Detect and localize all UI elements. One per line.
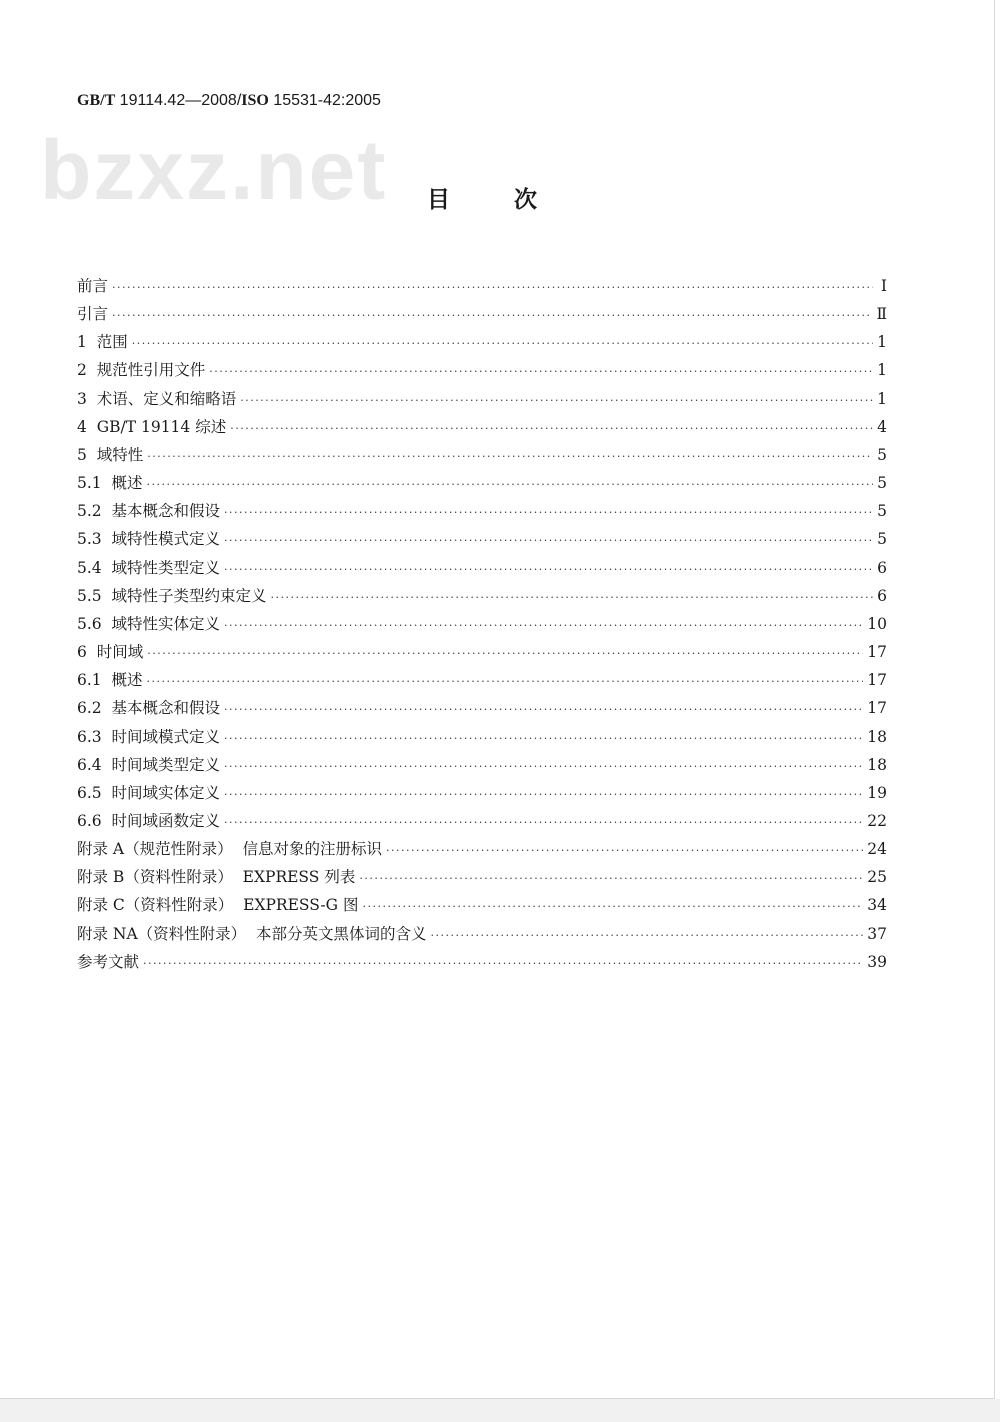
toc-entry-label: 5.6 域特性实体定义 <box>77 614 221 633</box>
dot-leader <box>112 302 872 330</box>
toc-entry-page: 25 <box>867 868 887 887</box>
dot-leader <box>147 471 873 499</box>
dot-leader <box>271 584 873 612</box>
toc-entry[interactable] <box>77 497 887 525</box>
toc-entry-page: Ⅰ <box>880 277 887 295</box>
dot-leader <box>209 358 873 386</box>
toc-entry-label: 6.3 时间域模式定义 <box>77 727 221 746</box>
toc-title <box>427 186 537 214</box>
toc-entry[interactable] <box>77 582 887 610</box>
toc-entry[interactable] <box>77 272 887 300</box>
dot-leader <box>240 387 873 415</box>
header-iso: ISO <box>241 92 269 109</box>
toc-entry-page: 1 <box>877 361 887 380</box>
toc-entry-label: 附录 B（资料性附录） EXPRESS 列表 <box>77 868 356 887</box>
toc-entry-label: 附录 C（资料性附录） EXPRESS-G 图 <box>77 896 359 915</box>
toc-entry-page: 24 <box>867 840 887 859</box>
dot-leader <box>224 499 873 527</box>
dot-leader <box>143 950 863 978</box>
toc-entry-page: 4 <box>877 417 887 436</box>
header-number: 19114.42—2008/ <box>115 92 242 109</box>
toc-entry-label: 1 范围 <box>77 333 128 352</box>
toc-entry[interactable] <box>77 385 887 413</box>
toc-entry[interactable] <box>77 300 887 328</box>
toc-entry-label: 6.1 概述 <box>77 671 143 690</box>
toc-entry[interactable] <box>77 356 887 384</box>
toc-entry[interactable] <box>77 863 887 891</box>
toc-entry-label: 5.2 基本概念和假设 <box>77 502 221 521</box>
toc-entry-page: 18 <box>867 727 887 746</box>
toc-entry[interactable] <box>77 920 887 948</box>
toc-entry-label: 5.5 域特性子类型约束定义 <box>77 586 267 605</box>
toc-entry-label: 附录 A（规范性附录） 信息对象的注册标识 <box>77 840 382 859</box>
toc-entry-label: 5.4 域特性类型定义 <box>77 558 221 577</box>
toc-entry-page: 6 <box>877 586 887 605</box>
toc-entry[interactable] <box>77 413 887 441</box>
toc-entry-page: 17 <box>867 643 887 662</box>
toc-entry-label: 5 域特性 <box>77 445 144 464</box>
toc-entry[interactable] <box>77 891 887 919</box>
dot-leader <box>147 640 863 668</box>
toc-entry-page: 18 <box>867 755 887 774</box>
toc-entry[interactable] <box>77 469 887 497</box>
toc-entry[interactable] <box>77 441 887 469</box>
toc-entry-label: 引言 <box>77 305 109 324</box>
dot-leader <box>224 696 863 724</box>
toc-entry-page: 10 <box>867 614 887 633</box>
dot-leader <box>224 781 863 809</box>
toc-entry-label: 4 GB/T 19114 综述 <box>77 417 227 436</box>
toc-entry-page: 5 <box>877 445 887 464</box>
toc-entry-page: 17 <box>867 699 887 718</box>
toc-entry[interactable] <box>77 328 887 356</box>
dot-leader <box>362 893 863 921</box>
dot-leader <box>224 556 873 584</box>
toc-entry[interactable] <box>77 666 887 694</box>
dot-leader <box>230 415 873 443</box>
toc-entry-page: 1 <box>877 333 887 352</box>
toc-entry-label: 3 术语、定义和缩略语 <box>77 389 237 408</box>
toc-entry-page: 37 <box>867 924 887 943</box>
dot-leader <box>132 330 873 358</box>
dot-leader <box>431 922 864 950</box>
toc-entry-label: 参考文献 <box>77 952 140 971</box>
toc-entry[interactable] <box>77 554 887 582</box>
toc-entry-label: 附录 NA（资料性附录） 本部分英文黑体词的含义 <box>77 924 427 943</box>
toc-entry-page: 17 <box>867 671 887 690</box>
toc-entry-label: 6.4 时间域类型定义 <box>77 755 221 774</box>
dot-leader <box>147 668 864 696</box>
toc-entry-page: 39 <box>867 952 887 971</box>
toc-entry[interactable] <box>77 835 887 863</box>
toc-entry-label: 5.3 域特性模式定义 <box>77 530 221 549</box>
toc-entry-label: 6.2 基本概念和假设 <box>77 699 221 718</box>
dot-leader <box>386 837 863 865</box>
toc-entry-label: 5.1 概述 <box>77 474 143 493</box>
toc-entry-page: 1 <box>877 389 887 408</box>
toc-entry[interactable] <box>77 694 887 722</box>
toc-entry-label: 6 时间域 <box>77 643 144 662</box>
dot-leader <box>224 725 863 753</box>
toc-entry-label: 2 规范性引用文件 <box>77 361 206 380</box>
table-of-contents <box>77 272 887 976</box>
toc-entry[interactable] <box>77 948 887 976</box>
dot-leader <box>224 527 873 555</box>
toc-entry[interactable] <box>77 807 887 835</box>
toc-entry-page: Ⅱ <box>876 305 887 324</box>
toc-entry-page: 19 <box>867 783 887 802</box>
toc-entry-label: 前言 <box>77 277 109 295</box>
toc-entry-label: 6.6 时间域函数定义 <box>77 811 221 830</box>
header-gbt: GB/T <box>77 92 116 109</box>
toc-entry[interactable] <box>77 723 887 751</box>
toc-entry[interactable] <box>77 638 887 666</box>
viewer-bottom-strip <box>0 1399 1000 1422</box>
title-char-2: 次 <box>514 187 537 213</box>
toc-entry-page: 5 <box>877 474 887 493</box>
dot-leader <box>224 612 863 640</box>
dot-leader <box>147 443 873 471</box>
toc-entry-page: 34 <box>867 896 887 915</box>
dot-leader <box>112 274 873 302</box>
toc-entry-label: 6.5 时间域实体定义 <box>77 783 221 802</box>
standard-code-header <box>77 92 381 110</box>
toc-entry[interactable] <box>77 779 887 807</box>
toc-entry[interactable] <box>77 751 887 779</box>
title-char-1: 目 <box>427 187 450 213</box>
toc-entry[interactable] <box>77 610 887 638</box>
toc-entry-page: 6 <box>877 558 887 577</box>
toc-entry-page: 5 <box>877 530 887 549</box>
dot-leader <box>224 809 863 837</box>
toc-entry[interactable] <box>77 525 887 553</box>
dot-leader <box>359 865 863 893</box>
toc-entry-page: 22 <box>867 811 887 830</box>
watermark: bzxz.net <box>40 123 388 217</box>
toc-entry-page: 5 <box>877 502 887 521</box>
header-iso-number: 15531-42:2005 <box>268 92 381 109</box>
dot-leader <box>224 753 863 781</box>
